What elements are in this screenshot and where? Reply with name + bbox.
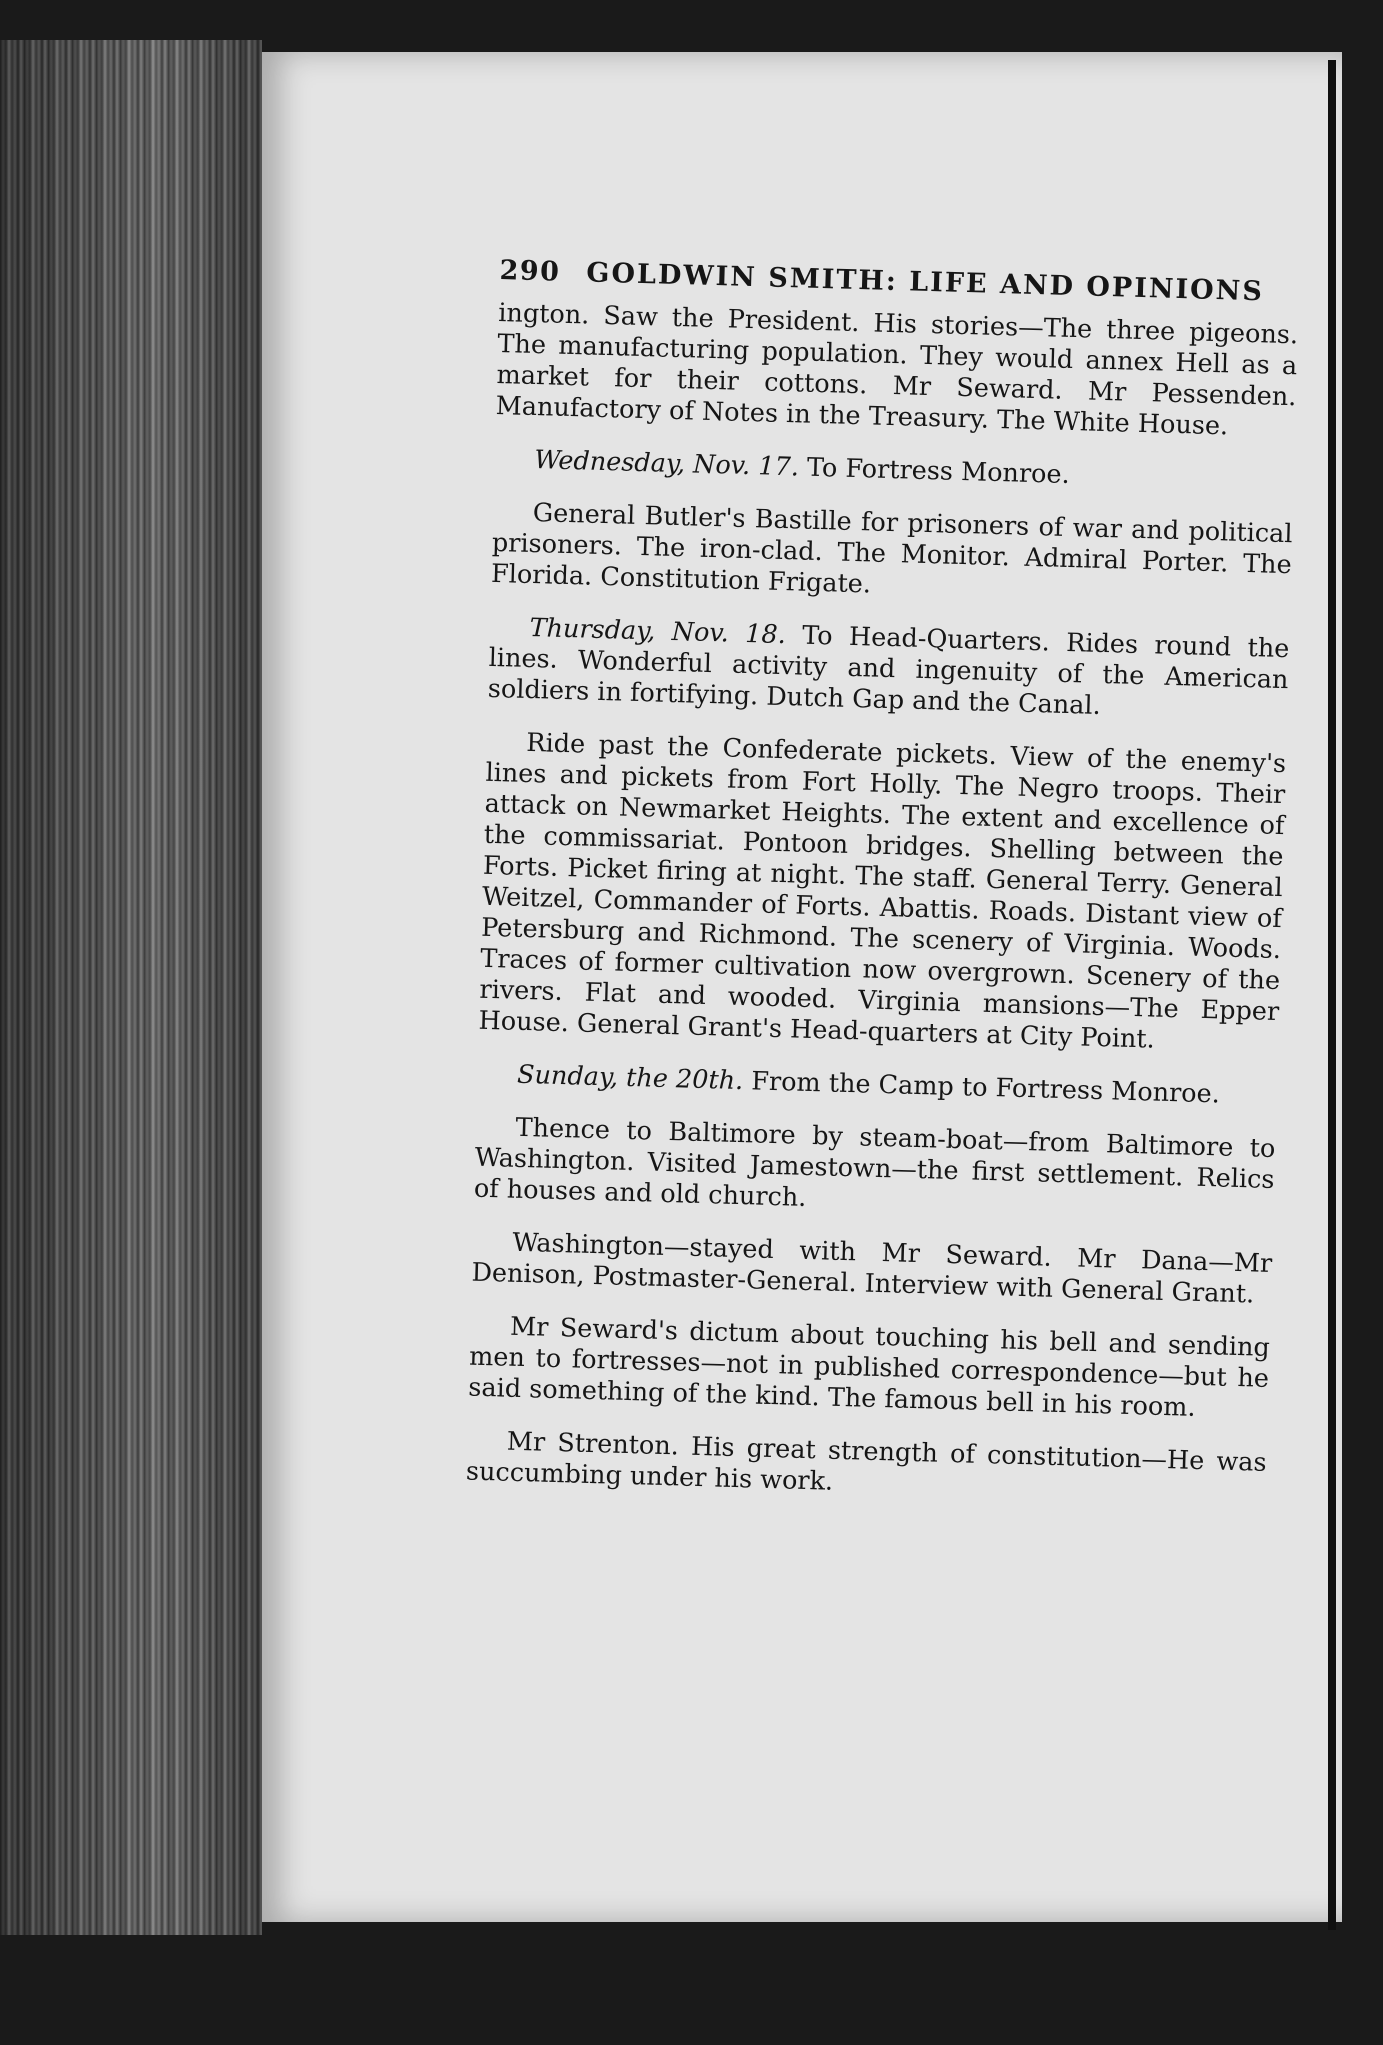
paragraph: [471, 1227, 1272, 1311]
paragraph-text: From the Camp to Fortress Monroe.: [750, 1066, 1221, 1110]
paragraph-text: Thence to Baltimore by steam-boat—from Baltimore to Washington. Visited Jamestown—the first settlement. Relics of houses and old church.: [473, 1112, 1276, 1213]
paragraph-text: Washington—stayed with Mr Seward. Mr Dana—Mr Denison, Postmaster-General. Interview with General Grant.: [471, 1227, 1273, 1310]
paragraph: [495, 298, 1298, 444]
page-text: [465, 255, 1300, 1532]
paragraph-text: To Head-Quarters. Rides round the lines. Wonderful activity and ingenuity of the American soldiers in fortifying. Dutch Gap and the Canal.: [487, 620, 1290, 721]
entry-date: Sunday, the 20th.: [516, 1059, 744, 1097]
page-right-edge: [1328, 60, 1336, 1930]
entry-date: Thursday, Nov. 18.: [529, 612, 787, 651]
page-number: 290: [499, 255, 561, 288]
page-edges: [0, 40, 262, 1935]
diary-entry: [494, 444, 1295, 497]
paragraph-text: To Fortress Monroe.: [806, 452, 1071, 490]
paragraph-text: Mr Seward's dictum about touching his bell and sending men to fortresses—not in published correspondence—but he said something of the kind. The famous bell in his room.: [467, 1311, 1271, 1423]
entry-date: Wednesday, Nov. 17.: [533, 445, 800, 483]
running-title: GOLDWIN SMITH: LIFE AND OPINIONS: [585, 257, 1265, 308]
paragraph-text: General Butler's Bastille for prisoners of war and political prisoners. The iron-clad. The Monitor. Admiral Porter. The Florida. Constitution Frigate.: [490, 498, 1293, 600]
paragraph-text: ington. Saw the President. His stories—The three pigeons. The manufacturing population. They would annex Hell as a market for their cottons. Mr Seward. Mr Pessenden. Manufactory of Notes in the Treasury. The White House.: [495, 297, 1299, 442]
paragraph: [466, 1426, 1267, 1510]
paragraph: [478, 727, 1286, 1059]
diary-entry: [477, 1059, 1278, 1112]
paragraph: [473, 1112, 1275, 1227]
paragraph: [491, 497, 1293, 612]
paragraph-text: Ride past the Confederate pickets. View of the enemy's lines and pickets from Fort Holly. The Negro troops. Their attack on Newmarket Heights. The extent and excellence of the commissariat. Pontoon bridges. Shelling between the Forts. Picket firing at night. The staff. General Terry. General Weitzel, Commander of Forts. Abattis. Roads. Distant view of Petersburg and Richmond. The scenery of Virginia. Woods. Traces of former cultivation now overgrown. Scenery of the rivers. Flat and wooded. Virginia mansions—The Epper House. General Grant's Head-quarters at City Point.: [478, 727, 1287, 1055]
paragraph-text: Mr Strenton. His great strength of constitution—He was succumbing under his work.: [465, 1426, 1267, 1497]
diary-entry: [487, 612, 1289, 727]
paragraph: [468, 1311, 1270, 1426]
